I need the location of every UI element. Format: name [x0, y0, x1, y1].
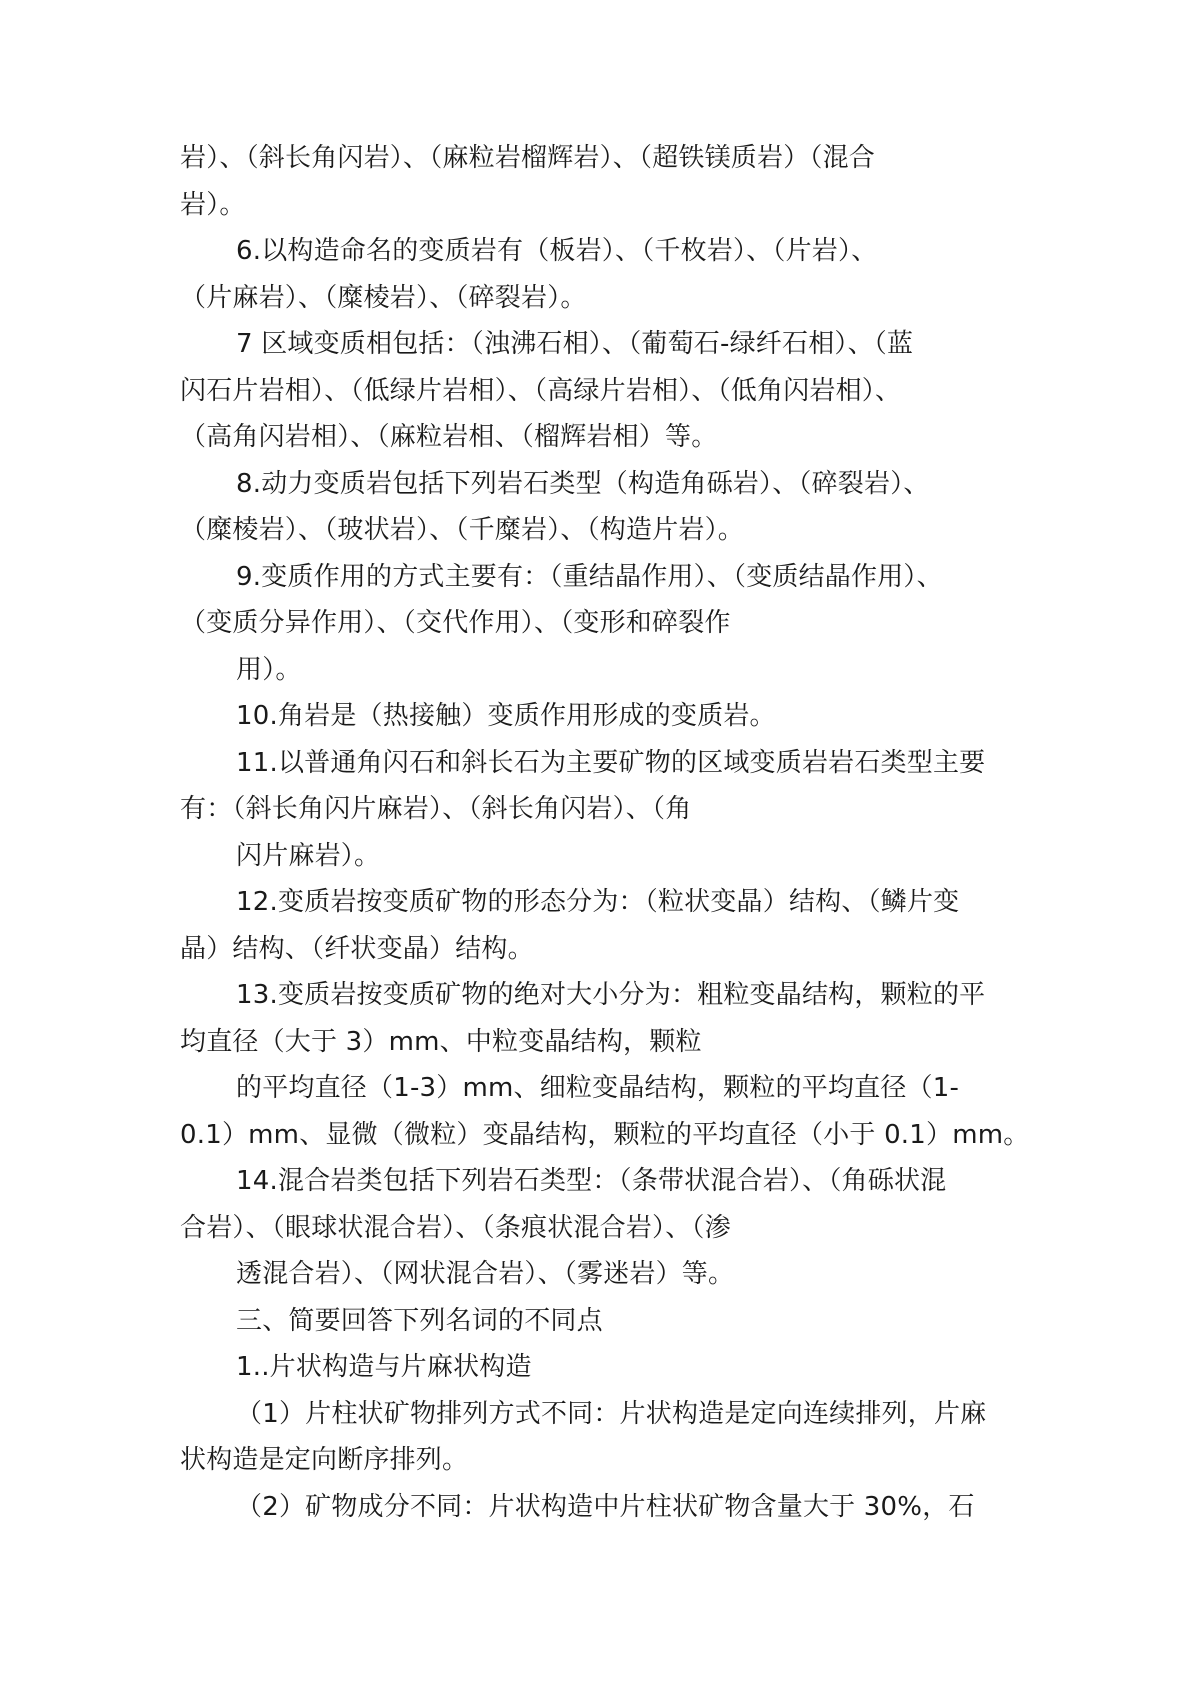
- question-12-line-1: 12.变质岩按变质矿物的形态分为：（粒状变晶）结构、（鳞片变: [236, 887, 960, 917]
- section-3-item-1-title: 1..片状构造与片麻状构造: [236, 1352, 532, 1382]
- question-13-line-4: 0.1）mm、显微（微粒）变晶结构，颗粒的平均直径（小于 0.1）mm。: [180, 1119, 1030, 1150]
- question-8-line-2: （糜棱岩）、（玻状岩）、（千糜岩）、（构造片岩）。: [180, 515, 745, 545]
- question-13-line-1: 13.变质岩按变质矿物的绝对大小分为：粗粒变晶结构，颗粒的平: [236, 980, 986, 1010]
- question-7-line-2: 闪石片岩相）、（低绿片岩相）、（高绿片岩相）、（低角闪岩相）、: [180, 375, 902, 406]
- document-body: [180, 135, 1040, 1530]
- question-7-line-1: 7 区域变质相包括：（浊沸石相）、（葡萄石-绿纤石相）、（蓝: [236, 329, 914, 359]
- section-3-item-1-point-2-line-1: （2）矿物成分不同：片状构造中片柱状矿物含量大于 30%，石: [236, 1491, 975, 1522]
- question-9-line-3: 用）。: [236, 654, 302, 685]
- question-9-line-2: （变质分异作用）、（交代作用）、（变形和碎裂作: [180, 608, 731, 638]
- text-line-1: 岩）、（斜长角闪岩）、（麻粒岩榴辉岩）、（超铁镁质岩）（混合: [180, 143, 876, 173]
- section-3-item-1-point-1-line-2: 状构造是定向断序排列。: [180, 1445, 469, 1475]
- text-line-2: 岩）。: [180, 189, 246, 220]
- question-14-line-3: 透混合岩）、（网状混合岩）、（雾迷岩）等。: [236, 1259, 735, 1289]
- question-11-line-2: 有：（斜长角闪片麻岩）、（斜长角闪岩）、（角: [180, 794, 692, 824]
- question-14-line-1: 14.混合岩类包括下列岩石类型：（条带状混合岩）、（角砾状混: [236, 1166, 947, 1196]
- question-6-line-1: 6.以构造命名的变质岩有（板岩）、（千枚岩）、（片岩）、: [236, 236, 878, 266]
- question-14-line-2: 合岩）、（眼球状混合岩）、（条痕状混合岩）、（渗: [180, 1212, 731, 1243]
- question-10-line-1: 10.角岩是（热接触）变质作用形成的变质岩。: [236, 701, 776, 731]
- question-9-line-1: 9.变质作用的方式主要有：（重结晶作用）、（变质结晶作用）、: [236, 561, 943, 592]
- question-8-line-1: 8.动力变质岩包括下列岩石类型（构造角砾岩）、（碎裂岩）、: [236, 468, 930, 499]
- question-11-line-1: 11.以普通角闪石和斜长石为主要矿物的区域变质岩岩石类型主要: [236, 747, 986, 778]
- question-13-line-3: 的平均直径（1-3）mm、细粒变晶结构，颗粒的平均直径（1-: [236, 1073, 960, 1103]
- question-13-line-2: 均直径（大于 3）mm、中粒变晶结构，颗粒: [180, 1026, 702, 1057]
- question-7-line-3: （高角闪岩相）、（麻粒岩相、（榴辉岩相）等。: [180, 422, 718, 452]
- question-11-line-3: 闪片麻岩）。: [236, 840, 381, 871]
- question-12-line-2: 晶）结构、（纤状变晶）结构。: [180, 933, 534, 964]
- question-6-line-2: （片麻岩）、（糜棱岩）、（碎裂岩）。: [180, 282, 587, 313]
- section-3-heading: 三、简要回答下列名词的不同点: [236, 1305, 603, 1336]
- section-3-item-1-point-1-line-1: （1）片柱状矿物排列方式不同：片状构造是定向连续排列，片麻: [236, 1398, 987, 1429]
